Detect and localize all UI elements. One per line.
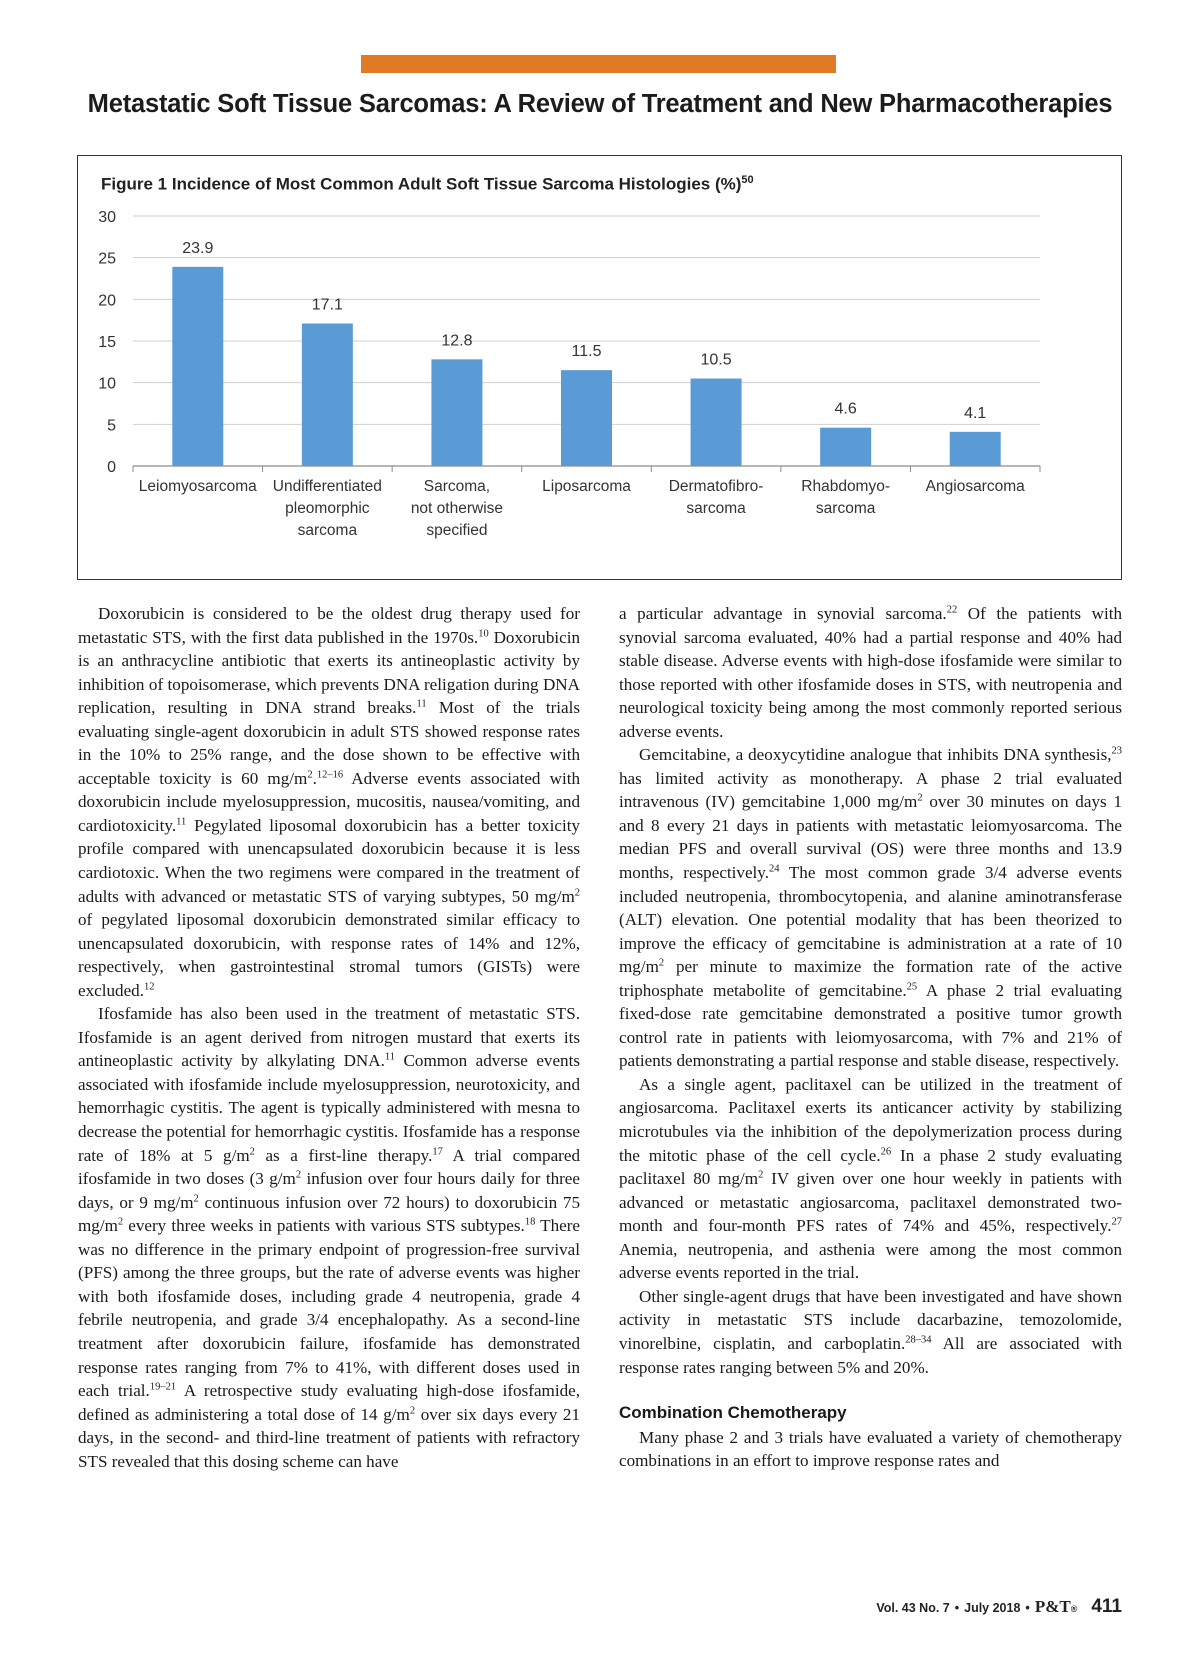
figure-1 — [77, 155, 1122, 580]
x-tick-label-line: Liposarcoma — [542, 478, 631, 495]
text-span: The most common grade 3/4 adverse events included neutropenia, thrombocytopenia, and alanine aminotransferase (ALT) elevation. One potential modality that has been theorized to improve the efficacy of gemcitabine is administration at a rate of 10 mg/m — [619, 863, 1122, 977]
text-span: has limited activity as monotherapy. A phase 2 trial evaluated intravenous (IV) gemcitabine 1,000 mg/m — [619, 768, 1122, 812]
citation: 28–34 — [905, 1334, 932, 1346]
figure-caption-text: Figure 1 Incidence of Most Common Adult Soft Tissue Sarcoma Histologies (%) — [101, 174, 742, 194]
y-tick-label: 0 — [107, 459, 116, 476]
text-span: A phase 2 trial evaluating fixed-dose rate gemcitabine demonstrated a positive tumor growth control rate in patients with leiomyosarcoma, with 7% and 21% of patients demonstrating a partial response and stable disease, respectively. — [619, 980, 1123, 1071]
superscript: 2 — [917, 792, 923, 804]
paragraph-ifosfamide — [78, 1002, 580, 1473]
y-tick-label: 15 — [98, 334, 116, 351]
x-tick-label-line: not otherwise — [410, 500, 504, 517]
y-tick-label: 20 — [98, 292, 116, 310]
superscript: 2 — [307, 769, 313, 781]
figure-caption-ref: 50 — [741, 174, 754, 186]
text-span: All are associated with response rates ranging between 5% and 20%. — [619, 1333, 1122, 1377]
paragraph-gemcitabine — [619, 743, 1122, 1073]
x-tick-label-line: Leiomyosarcoma — [138, 478, 257, 495]
y-tick-label: 10 — [98, 375, 116, 393]
citation: 11 — [384, 1051, 396, 1063]
text-span: As a single agent, paclitaxel can be utilized in the treatment of angiosarcoma. Paclitaxel exerts its anticancer activity by stabilizing microtubules via the inhibition of the depolymerization process during the mitotic phase of the cell cycle. — [619, 1074, 1122, 1165]
data-label: 10.5 — [700, 351, 732, 369]
page-number: 411 — [1091, 1596, 1122, 1617]
data-label: 23.9 — [182, 239, 214, 257]
citation: 26 — [880, 1145, 892, 1157]
citation: 12 — [143, 981, 155, 993]
citation: 18 — [524, 1216, 536, 1228]
paragraph-combination — [619, 1426, 1122, 1473]
bar-3 — [561, 370, 612, 466]
citation: 11 — [176, 816, 187, 828]
footer-date: July 2018 — [964, 1601, 1021, 1615]
accent-bar — [361, 55, 836, 73]
text-span: Gemcitabine, a deoxycytidine analogue that inhibits DNA synthesis, — [639, 745, 1112, 765]
x-tick-label-line: Undifferentiated — [272, 478, 382, 495]
text-span: There was no difference in the primary endpoint of progression-free survival (PFS) among the three groups, but the rate of adverse events was higher with both ifosfamide doses, including grade 4 neutropenia, grade 4 febrile neutropenia, and grade 3/4 encephalopathy. As a second-line treatment after doxorubicin failure, ifosfamide has demonstrated response rates ranging from 7% to 41%, with different doses used in each trial. — [78, 1216, 580, 1401]
x-tick-label-line: sarcoma — [686, 500, 746, 517]
superscript: 2 — [409, 1404, 416, 1416]
text-span: Adverse events associated with doxorubicin include myelosuppression, mucositis, nausea/vomiting, and cardiotoxicity. — [78, 768, 580, 835]
x-tick-label — [926, 478, 1025, 495]
footer-registered: ® — [1070, 1604, 1078, 1614]
y-tick-label: 30 — [98, 209, 116, 226]
x-tick-label-line: sarcoma — [297, 522, 358, 539]
superscript: 2 — [249, 1145, 255, 1157]
x-tick-label — [139, 478, 257, 495]
text-span: as a first-line therapy. — [254, 1145, 433, 1165]
bar-0 — [172, 267, 223, 466]
citation: 23 — [1111, 745, 1122, 757]
data-label: 4.6 — [834, 400, 857, 418]
superscript: 2 — [117, 1216, 124, 1228]
citation: 10 — [478, 627, 489, 639]
data-label: 17.1 — [311, 296, 343, 314]
data-label: 4.1 — [964, 404, 987, 422]
paragraph-other-agents — [619, 1285, 1122, 1379]
x-tick-label — [669, 478, 764, 517]
x-tick-label-line: sarcoma — [815, 500, 876, 517]
citation: 19–21 — [149, 1381, 177, 1393]
text-span: Anemia, neutropenia, and asthenia were among the most common adverse events reported in the trial. — [619, 1239, 1122, 1283]
bar-5 — [820, 428, 871, 466]
body-column-right — [619, 602, 1122, 1473]
text-span: a particular advantage in synovial sarcoma. — [619, 604, 947, 623]
text-span: of pegylated liposomal doxorubicin demonstrated similar efficacy to unencapsulated doxorubicin, with response rates of 14% and 12%, respectively, when gastrointestinal stromal tumors (GISTs) were excluded. — [78, 910, 580, 1000]
bar-chart — [78, 156, 1120, 578]
text-span: Most of the trials evaluating single-agent doxorubicin in adult STS showed response rates in the 10% to 25% range, and the dose shown to be effective with acceptable toxicity is 60 mg/m — [78, 698, 580, 788]
footer-journal: P&T — [1034, 1597, 1071, 1616]
text-span: continuous infusion over 72 hours) to doxorubicin 75 mg/m — [78, 1192, 580, 1236]
text-span: per minute to maximize the formation rate of the active triphosphate metabolite of gemcitabine. — [619, 957, 1122, 1000]
text-span: In a phase 2 study evaluating paclitaxel 80 mg/m — [619, 1145, 1122, 1189]
citation: 27 — [1111, 1216, 1122, 1228]
x-tick-label — [411, 478, 503, 539]
text-span: Doxorubicin is an anthracycline antibiotic that exerts its antineoplastic activity by inhibition of topoisomerase, which prevents DNA religation during DNA replication, resulting in DNA strand breaks. — [78, 627, 580, 718]
text-span: Ifosfamide has also been used in the treatment of metastatic STS. Ifosfamide is an agent derived from nitrogen mustard that exerts its antineoplastic activity by alkylating DNA. — [78, 1004, 580, 1071]
superscript: 2 — [758, 1169, 764, 1181]
data-label: 12.8 — [441, 332, 473, 350]
text-span: Doxorubicin is considered to be the oldest drug therapy used for metastatic STS, with the first data published in the 1970s. — [78, 604, 580, 647]
x-tick-label-line: Dermatofibro- — [668, 478, 764, 495]
superscript: 2 — [193, 1192, 199, 1204]
body-column-left — [78, 602, 580, 1473]
citation: 11 — [416, 698, 427, 710]
x-tick-label — [273, 478, 382, 539]
text-span: over 30 minutes on days 1 and 8 every 21 days in patients with metastatic leiomyosarcoma. The median PFS and overall survival (OS) were three months and 13.9 months, respectively. — [619, 792, 1122, 883]
text-span: Other single-agent drugs that have been investigated and have shown activity in metastatic STS include dacarbazine, temozolomide, vinorelbine, cisplatin, and carboplatin. — [619, 1286, 1122, 1353]
text-span: Common adverse events associated with ifosfamide include myelosuppression, neurotoxicity, and hemorrhagic cystitis. The agent is typically administered with mesna to decrease the potential for hemorrhagic cystitis. Ifosfamide has a response rate of 18% at 5 g/m — [78, 1051, 580, 1165]
x-tick-label — [542, 478, 631, 495]
paragraph-doxorubicin — [78, 602, 580, 1002]
y-tick-label: 5 — [107, 417, 116, 435]
bar-2 — [431, 359, 482, 466]
footer-issue: Vol. 43 No. 7 — [876, 1601, 950, 1615]
text-span: over six days every 21 days, in the second- and third-line treatment of patients with refractory STS revealed that this dosing scheme can have — [78, 1404, 580, 1471]
x-tick-label-line: Angiosarcoma — [925, 478, 1025, 495]
text-span: IV given over one hour weekly in patients with advanced or metastatic angiosarcoma, paclitaxel demonstrated two-month and four-month PFS rates of 74% and 45%, respectively. — [619, 1169, 1122, 1236]
section-heading: Combination Chemotherapy — [619, 1403, 847, 1423]
superscript: 2 — [574, 886, 580, 898]
text-span: infusion over four hours daily for three days, or 9 mg/m — [78, 1169, 580, 1212]
text-span: A retrospective study evaluating high-dose ifosfamide, defined as administering a total dose of 14 g/m — [78, 1381, 580, 1424]
data-label: 11.5 — [571, 343, 602, 361]
y-tick-label: 25 — [98, 250, 116, 268]
x-tick-label — [801, 478, 890, 517]
citation: 17 — [432, 1145, 443, 1157]
text-span: Pegylated liposomal doxorubicin has a better toxicity profile compared with unencapsulated doxorubicin because it is less cardiotoxic. When the two regimens were compared in the treatment of adults with advanced or metastatic STS of varying subtypes, 50 mg/m — [78, 815, 580, 906]
page-footer: Vol. 43 No. 7 • July 2018 • P&T® 411 — [876, 1596, 1122, 1617]
x-tick-label-line: Sarcoma, — [423, 478, 491, 495]
superscript: 2 — [658, 957, 665, 969]
citation: 12–16 — [316, 769, 344, 781]
text-span: every three weeks in patients with various STS subtypes. — [123, 1216, 525, 1236]
x-tick-label-line: specified — [426, 522, 488, 539]
citation: 22 — [946, 604, 958, 616]
bar-6 — [950, 432, 1001, 466]
citation: 24 — [769, 863, 780, 875]
page-title: Metastatic Soft Tissue Sarcomas: A Review of Treatment and New Pharmacotherapies — [87, 90, 1113, 118]
text-span: Many phase 2 and 3 trials have evaluated a variety of chemotherapy combinations in an effort to improve response rates and — [619, 1427, 1122, 1471]
citation: 25 — [906, 981, 918, 993]
superscript: 2 — [295, 1169, 302, 1181]
bar-4 — [691, 379, 742, 467]
x-tick-label-line: Rhabdomyo- — [801, 478, 891, 495]
text-span: A trial compared ifosfamide in two doses (3 g/m — [78, 1145, 581, 1189]
bar-1 — [302, 324, 353, 467]
paragraph-paclitaxel — [619, 1073, 1122, 1285]
text-span: Of the patients with synovial sarcoma evaluated, 40% had a partial response and 40% had stable disease. Adverse events with high-dose ifosfamide were similar to those reported with other ifosfamide doses in STS, with neutropenia and neurological toxicity being among the most commonly reported serious adverse events. — [619, 604, 1122, 741]
x-tick-label-line: pleomorphic — [285, 500, 370, 517]
paragraph-synovial — [619, 602, 1122, 743]
text-span: . — [312, 768, 317, 788]
